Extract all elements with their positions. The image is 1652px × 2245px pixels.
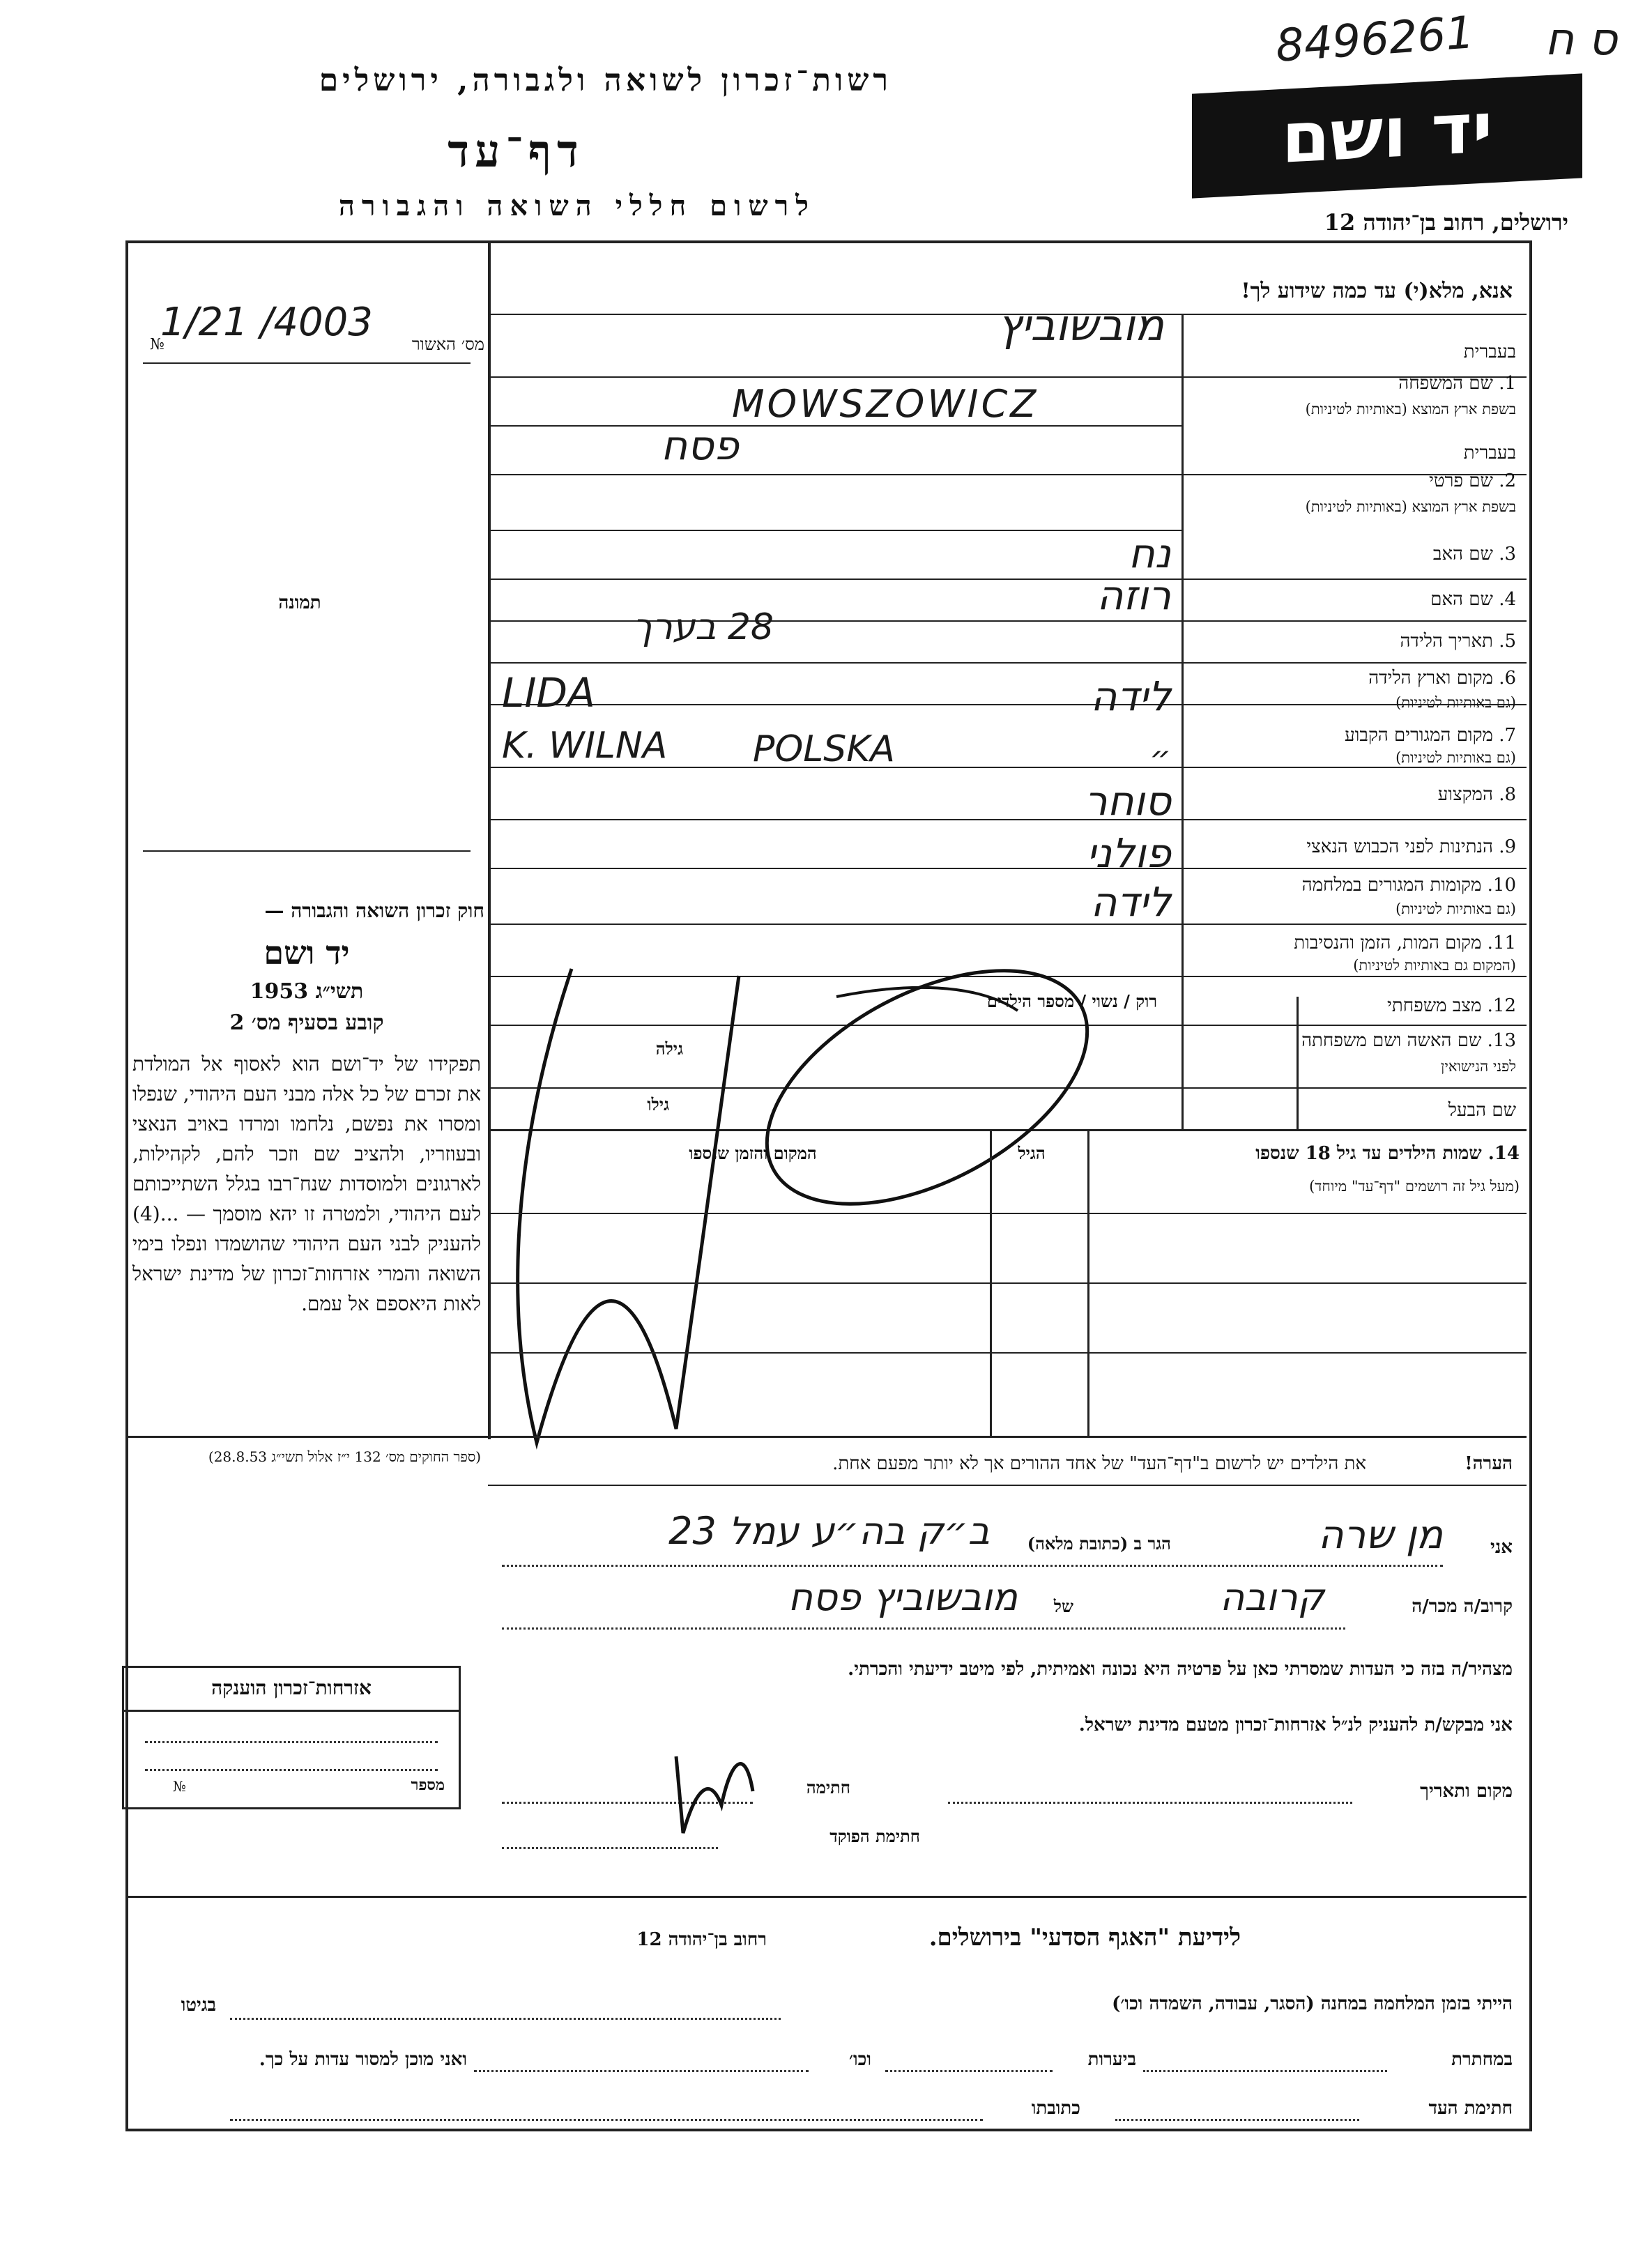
- citizenship-no-sign: №: [173, 1778, 186, 1795]
- forests-input[interactable]: [885, 2070, 1053, 2072]
- form-title: דף־עד: [448, 125, 584, 178]
- etc-label: וכו׳: [848, 2049, 871, 2070]
- law-year: תשי״ג 1953: [250, 979, 364, 1004]
- logo-text: יד ושם: [1281, 86, 1493, 179]
- field-2-lang-label: בעברית: [1463, 443, 1516, 463]
- law-reference: (ספר החוקים מס׳ 132 י״ז אלול תשי״ג 28.8.53): [208, 1448, 481, 1465]
- birth-date-value[interactable]: 28 בערך: [632, 606, 774, 648]
- children-row-line: [488, 1282, 1527, 1284]
- field-1-label: 1. שם המשפחה: [1398, 373, 1516, 394]
- field-11-note: (המקום גם באותיות לטיניות): [1353, 957, 1516, 974]
- remark-line: [488, 1485, 1527, 1486]
- witness-signature-label: חתימת העד: [1428, 2098, 1513, 2119]
- children-col-age: הגיל: [1018, 1143, 1046, 1163]
- ghetto-label: בגיטו: [181, 1995, 216, 2016]
- children-table-bottom: [125, 1436, 1527, 1438]
- photo-box-bottom: [143, 850, 471, 852]
- signature-label: חתימה: [806, 1777, 850, 1798]
- wife-first-label: גילה: [655, 1039, 683, 1059]
- archive-number: 8496261: [1274, 7, 1476, 72]
- field-10-label: 10. מקומות המגורים במלחמה: [1301, 875, 1516, 896]
- header-address: ירושלים, רחוב בן־יהודה 12: [1324, 209, 1568, 236]
- address-input[interactable]: [230, 2119, 983, 2121]
- citizenship-dots-2[interactable]: [145, 1769, 438, 1771]
- remark-text: את הילדים יש לרשום ב"דף־העד" של אחד ההורים אך לא יותר מפעם אחת.: [832, 1453, 1366, 1474]
- row-line: [488, 662, 1527, 664]
- no-scribble-mark: [488, 927, 1115, 1471]
- official-signature-line[interactable]: [502, 1847, 718, 1849]
- approval-underline: [143, 362, 471, 364]
- relative-label: קרוב/ה מכר/ה: [1412, 1596, 1513, 1617]
- place-date-line[interactable]: [948, 1802, 1352, 1804]
- field-12-label: 12. מצב משפחתי: [1387, 995, 1516, 1016]
- field-13-label: 13. שם האשה ושם משפחתה: [1301, 1030, 1516, 1051]
- address-label: כתובתו: [1031, 2098, 1080, 2119]
- citizenship-dots-1[interactable]: [145, 1741, 438, 1743]
- field-6-note: (גם באותיות לטיניות): [1395, 694, 1516, 711]
- birthplace-latin-value[interactable]: LIDA: [502, 669, 595, 717]
- underground-input[interactable]: [1143, 2070, 1387, 2072]
- residence-latin-value[interactable]: K. WILNA: [502, 725, 668, 767]
- field-2-label: 2. שם פרטי: [1429, 470, 1516, 491]
- footer-title: לידיעת "האגף הסדעי" בירושלים.: [928, 1924, 1241, 1952]
- official-signature-label: חתימת הפוקד: [829, 1826, 920, 1846]
- surname-latin-value[interactable]: MOWSZOWICZ: [732, 382, 1039, 426]
- declarant-name-value[interactable]: מן שרה: [1318, 1512, 1443, 1558]
- witness-signature-input[interactable]: [1115, 2119, 1359, 2121]
- surname-hebrew-value[interactable]: מובשוביץ: [997, 300, 1164, 351]
- husband-first-label: גילו: [647, 1094, 669, 1114]
- law-name: יד ושם: [263, 934, 350, 972]
- approval-value: 1/21 /4003: [160, 300, 373, 345]
- photo-label: תמונה: [278, 592, 321, 613]
- form-subtitle: לרשום חללי השואה והגבורה: [338, 190, 816, 222]
- instructions: אנא, מלא(י) עד כמה שידוע לך!: [1241, 279, 1513, 303]
- declaration-request: אני מבקש/ת להעניק לנ״ל אזרחות־זכרון מטעם מדינת ישראל.: [1078, 1715, 1513, 1736]
- law-clause: קובע בסעיף מס׳ 2: [229, 1011, 384, 1035]
- mother-name-value[interactable]: רוזה: [1096, 572, 1171, 619]
- first-name-hebrew-value[interactable]: פסח: [661, 422, 739, 469]
- relative-value[interactable]: קרובה: [1219, 1575, 1324, 1619]
- approval-no-sign: №: [150, 336, 165, 353]
- field-8-label: 8. המקצוע: [1437, 784, 1516, 805]
- field-2-note: בשפת ארץ המוצא (באותיות לטיניות): [1305, 498, 1516, 515]
- approval-label: מס׳ האשור: [411, 335, 484, 354]
- of-label: של: [1053, 1596, 1073, 1616]
- birthplace-hebrew-value[interactable]: לידה: [1090, 673, 1171, 720]
- footer-address: רחוב בן־יהודה 12: [636, 1929, 767, 1950]
- citizenship-box: [122, 1666, 461, 1809]
- field-7-note: (גם באותיות לטיניות): [1395, 749, 1516, 766]
- row-line: [488, 767, 1527, 768]
- field-4-label: 4. שם האם: [1430, 589, 1516, 610]
- field-1-lang-label: בעברית: [1463, 342, 1516, 362]
- wartime-residence-value[interactable]: לידה: [1090, 878, 1171, 926]
- law-title: חוק זכרון השואה והגבורה —: [264, 899, 484, 922]
- declaration-i-label: אני: [1490, 1537, 1513, 1558]
- row-line: [488, 868, 1527, 869]
- field-husband-label: שם הבעל: [1448, 1100, 1516, 1121]
- residence-country-value[interactable]: POLSKA: [753, 728, 895, 770]
- declaration-resident-label: הגר ב (כתובת מלאה): [1027, 1533, 1171, 1554]
- field-1-note: בשפת ארץ המוצא (באותיות לטיניות): [1305, 401, 1516, 417]
- field-13-note: לפני הנישואין: [1441, 1058, 1516, 1075]
- children-note: (מעל גיל זה רושמים "דף־עד" מיוחד): [1309, 1178, 1520, 1195]
- occupation-value[interactable]: סוחר: [1084, 777, 1171, 825]
- remark-label: הערה!: [1464, 1453, 1513, 1474]
- field-11-label: 11. מקום המות, הזמן והנסיבות: [1294, 933, 1516, 953]
- declarant-line: [502, 1565, 1443, 1567]
- footer-divider: [125, 1896, 1527, 1898]
- law-text: תפקידו של יד־ושם הוא לאסוף אל המולדת את זכרם של כל אלה מבני העם היהודי, שנפלו ומסרו את נפשם, נלחמו ומרדו באויב הנאצי ובעוזריו, ולהציב שם וזכר להם, לקהילות, לארגונים ולמוסדות שנח־רבו בגלל השתייכותם לעם היהודי, ולמטרה זו יהא מוסמך — ...(4) להעניק לבני העם היהודי שהושמדו ונפלו בימי השואה והמרי אזרחות־זכרון של מדינת ישראל לאות היאספם אל עמם.: [132, 1052, 481, 1315]
- children-row-line: [488, 1352, 1527, 1354]
- label-column-divider: [1181, 314, 1184, 1129]
- camp-line-input[interactable]: [230, 2018, 781, 2020]
- authority-name: רשות־זכרון לשואה ולגבורה, ירושלים: [319, 63, 892, 98]
- field-3-label: 3. שם האב: [1432, 544, 1516, 565]
- underground-label: במחתרת: [1451, 2049, 1513, 2070]
- ready-label: ואני מוכן למסור עדות על כך.: [259, 2049, 467, 2070]
- declarant-address-value[interactable]: ב״ק בה״ע עמל 23: [668, 1509, 990, 1553]
- field-6-label: 6. מקום וארץ הלידה: [1368, 668, 1516, 689]
- row-line: [488, 579, 1527, 580]
- residence-hebrew-value[interactable]: ״: [1149, 739, 1171, 778]
- etc-input[interactable]: [474, 2070, 809, 2072]
- citizenship-number-label: מספר: [411, 1776, 445, 1794]
- father-name-value[interactable]: נח: [1128, 530, 1171, 577]
- children-row-line: [488, 1213, 1527, 1214]
- marital-options: רוק / נשוי / מספר הילדים: [986, 991, 1157, 1011]
- camp-line-label: הייתי בזמן המלחמה במחנה (הסגר, עבודה, השמדה וכו׳): [1112, 1993, 1513, 2014]
- field-5-label: 5. תאריך הלידה: [1400, 631, 1516, 652]
- row-line: [488, 819, 1527, 820]
- archive-code: ס ח: [1545, 14, 1617, 66]
- citizenship-box-rule: [124, 1710, 459, 1712]
- declaration-statement: מצהיר/ה בזה כי העדות שמסרתי כאן על פרטיה היא נכונה ואמיתית, לפי מיטב ידיעתי והכרתי.: [848, 1659, 1513, 1680]
- field-7-label: 7. מקום המגורים הקבוע: [1345, 725, 1516, 746]
- nationality-value[interactable]: פולני: [1086, 829, 1171, 877]
- yad-vashem-logo: [1192, 73, 1582, 198]
- of-value[interactable]: מובשוביץ פסח: [788, 1575, 1018, 1619]
- place-date-label: מקום ותאריך: [1420, 1781, 1513, 1802]
- children-label: 14. שמות הילדים עד גיל 18 שנספו: [1255, 1143, 1520, 1164]
- citizenship-box-title: אזרחות־זכרון הוענקה: [211, 1676, 372, 1699]
- field-10-note: (גם באותיות לטיניות): [1395, 901, 1516, 917]
- relative-line: [502, 1627, 1345, 1630]
- field-9-label: 9. הנתינות לפני הכבוש הנאצי: [1306, 836, 1516, 857]
- children-col-place: המקום והזמן שנספו: [689, 1143, 817, 1163]
- forests-label: ביערות: [1087, 2049, 1136, 2070]
